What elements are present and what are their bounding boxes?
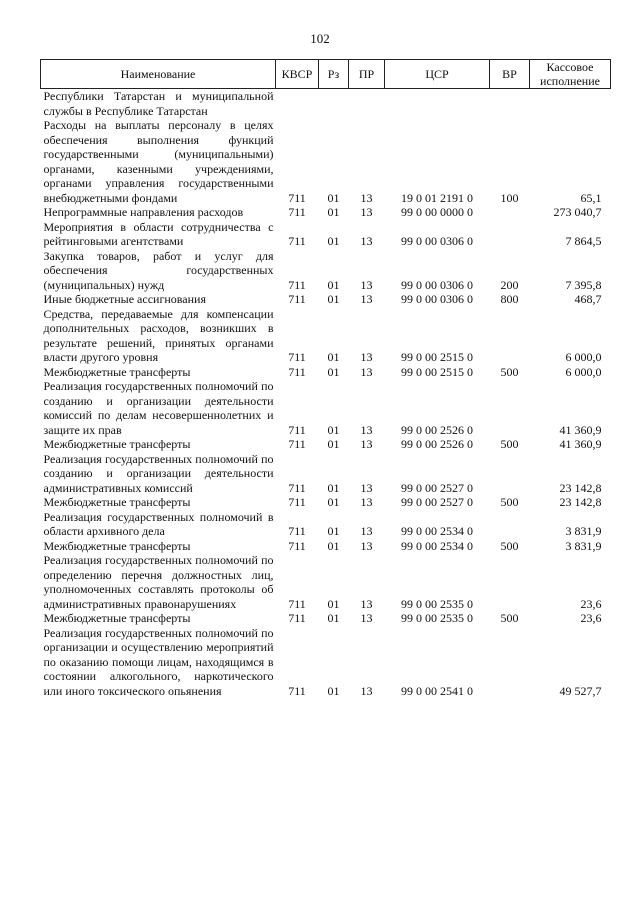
cell-vr — [490, 89, 530, 119]
cell-rz: 01 — [327, 350, 340, 364]
cell-vr: 500 — [500, 495, 519, 509]
cell-name: Межбюджетные трансферты — [43, 495, 191, 509]
cell-name: Непрограммные направления расходов — [43, 205, 244, 219]
column-header-sum: Кассовое исполнение — [530, 60, 611, 89]
cell-rz — [319, 89, 349, 119]
cell-csr: 99 0 00 2515 0 — [401, 350, 473, 364]
table-row — [41, 205, 611, 220]
cell-rz: 01 — [327, 437, 340, 451]
column-header-pr: ПР — [349, 60, 385, 89]
cell-name: Средства, передаваемые для компенсации дополнительных расходов, возникших в результате решений, принятых органами власти другого уровня — [43, 306, 274, 364]
cell-rz: 01 — [327, 190, 340, 205]
cell-rz: 01 — [327, 596, 340, 611]
cell-name: Межбюджетные трансферты — [43, 437, 191, 451]
cell-pr: 13 — [360, 364, 373, 379]
cell-rz: 01 — [327, 234, 340, 248]
cell-pr: 13 — [360, 437, 373, 451]
cell-vr — [490, 452, 530, 496]
table-body — [41, 89, 611, 699]
cell-sum: 468,7 — [574, 292, 602, 306]
cell-csr: 99 0 00 0000 0 — [401, 205, 473, 219]
cell-name: Расходы на выплаты персоналу в целях обеспечения выполнения функций государственными (муниципальными) органами, казенными учреждениями, органами управления государственными внебюджетными фондами — [43, 118, 274, 205]
cell-sum: 65,1 — [580, 190, 602, 205]
cell-name: Мероприятия в области сотрудничества с рейтинговыми агентствами — [43, 219, 274, 248]
cell-csr: 99 0 00 0306 0 — [401, 292, 473, 306]
cell-kvsr: 711 — [288, 422, 306, 437]
cell-rz: 01 — [327, 364, 340, 379]
cell-csr: 99 0 00 0306 0 — [401, 234, 473, 248]
cell-csr: 99 0 00 2535 0 — [401, 596, 473, 611]
cell-vr: 200 — [500, 277, 519, 292]
column-header-csr: ЦСР — [385, 60, 490, 89]
cell-vr: 500 — [500, 364, 519, 379]
table-row — [41, 292, 611, 307]
table-row — [41, 611, 611, 626]
cell-vr: 100 — [500, 190, 519, 205]
cell-sum: 23,6 — [580, 596, 602, 611]
cell-rz: 01 — [327, 538, 340, 553]
cell-kvsr: 711 — [288, 480, 306, 495]
cell-vr — [490, 307, 530, 365]
cell-pr: 13 — [360, 205, 373, 219]
cell-sum: 273 040,7 — [553, 205, 602, 219]
cell-name: Реализация государственных полномочий по созданию и организации деятельности комиссий по делам несовершеннолетних и защите их прав — [43, 379, 274, 437]
cell-sum: 6 000,0 — [565, 364, 602, 379]
cell-kvsr: 711 — [288, 524, 306, 538]
table-header — [41, 60, 611, 89]
cell-name: Закупка товаров, работ и услуг для обеспечения государственных (муниципальных) нужд — [43, 248, 274, 292]
cell-pr: 13 — [360, 190, 373, 205]
cell-pr: 13 — [360, 596, 373, 611]
cell-pr: 13 — [360, 292, 373, 306]
table-row — [41, 249, 611, 293]
column-header-name: Наименование — [41, 60, 276, 89]
cell-kvsr: 711 — [288, 596, 306, 611]
table-row — [41, 118, 611, 205]
cell-kvsr: 711 — [288, 277, 306, 292]
budget-table — [40, 59, 611, 698]
cell-csr: 99 0 00 2527 0 — [401, 480, 473, 495]
column-header-vr: ВР — [490, 60, 530, 89]
cell-name: Межбюджетные трансферты — [43, 538, 191, 553]
page-number: 102 — [310, 31, 330, 46]
table-row — [41, 379, 611, 437]
cell-sum: 3 831,9 — [565, 524, 602, 538]
cell-rz: 01 — [327, 524, 340, 538]
table-row — [41, 553, 611, 611]
cell-csr: 99 0 00 2526 0 — [401, 437, 473, 451]
cell-rz: 01 — [327, 683, 340, 698]
cell-rz: 01 — [327, 422, 340, 437]
cell-sum: 41 360,9 — [559, 437, 602, 451]
cell-rz: 01 — [327, 205, 340, 219]
cell-pr: 13 — [360, 277, 373, 292]
cell-sum — [530, 89, 611, 119]
cell-csr: 99 0 00 0306 0 — [401, 277, 473, 292]
cell-kvsr: 711 — [288, 611, 306, 625]
cell-rz: 01 — [327, 292, 340, 306]
cell-pr: 13 — [360, 480, 373, 495]
cell-pr: 13 — [360, 611, 373, 625]
cell-rz: 01 — [327, 495, 340, 509]
cell-name: Реализация государственных полномочий в области архивного дела — [43, 509, 274, 538]
cell-vr — [490, 626, 530, 699]
cell-name: Реализация государственных полномочий по определению перечня должностных лиц, уполномоченных составлять протоколы об административных правонарушениях — [43, 553, 274, 611]
cell-vr: 500 — [500, 538, 519, 553]
cell-kvsr: 711 — [288, 292, 306, 306]
table-row — [41, 437, 611, 452]
cell-sum: 3 831,9 — [565, 538, 602, 553]
cell-kvsr: 711 — [288, 364, 306, 379]
cell-rz: 01 — [327, 277, 340, 292]
cell-vr: 500 — [500, 611, 519, 625]
cell-name: Реализация государственных полномочий по созданию и организации деятельности административных комиссий — [43, 451, 274, 495]
cell-pr: 13 — [360, 683, 373, 698]
cell-name: Реализация государственных полномочий по организации и осуществлению мероприятий по оказанию помощи лицам, находящимся в состоянии алкогольного, наркотического или иного токсического опьянения — [43, 625, 274, 698]
cell-pr: 13 — [360, 350, 373, 364]
cell-name: Межбюджетные трансферты — [43, 611, 191, 625]
cell-sum: 7 864,5 — [565, 234, 602, 248]
cell-vr — [490, 205, 530, 220]
cell-vr — [490, 220, 530, 249]
cell-csr: 99 0 00 2515 0 — [401, 364, 473, 379]
cell-vr: 800 — [500, 292, 519, 306]
table-row — [41, 89, 611, 119]
cell-csr: 99 0 00 2527 0 — [401, 495, 473, 509]
cell-pr: 13 — [360, 495, 373, 509]
cell-pr: 13 — [360, 524, 373, 538]
cell-kvsr: 711 — [288, 234, 306, 248]
cell-rz: 01 — [327, 480, 340, 495]
cell-sum: 23 142,8 — [559, 495, 602, 509]
table-row — [41, 539, 611, 554]
cell-csr: 99 0 00 2534 0 — [401, 538, 473, 553]
cell-rz: 01 — [327, 611, 340, 625]
cell-csr: 19 0 01 2191 0 — [401, 190, 473, 205]
cell-csr: 99 0 00 2534 0 — [401, 524, 473, 538]
cell-csr: 99 0 00 2541 0 — [401, 683, 473, 698]
cell-csr — [385, 89, 490, 119]
cell-pr: 13 — [360, 234, 373, 248]
cell-sum: 23,6 — [580, 611, 602, 625]
cell-kvsr: 711 — [288, 683, 306, 698]
cell-sum: 7 395,8 — [565, 277, 602, 292]
cell-kvsr: 711 — [288, 350, 306, 364]
table-row — [41, 495, 611, 510]
table-row — [41, 510, 611, 539]
column-header-kvsr: КВСР — [276, 60, 319, 89]
column-header-rz: Рз — [319, 60, 349, 89]
table-row — [41, 626, 611, 699]
cell-name: Межбюджетные трансферты — [43, 364, 191, 379]
cell-kvsr: 711 — [288, 538, 306, 553]
cell-sum: 49 527,7 — [559, 683, 602, 698]
cell-kvsr — [276, 89, 319, 119]
cell-vr — [490, 553, 530, 611]
table-row — [41, 365, 611, 380]
cell-pr: 13 — [360, 538, 373, 553]
cell-pr: 13 — [360, 422, 373, 437]
cell-vr — [490, 379, 530, 437]
cell-kvsr: 711 — [288, 190, 306, 205]
table-row — [41, 220, 611, 249]
cell-sum: 6 000,0 — [565, 350, 602, 364]
cell-vr: 500 — [500, 437, 519, 451]
cell-csr: 99 0 00 2526 0 — [401, 422, 473, 437]
cell-kvsr: 711 — [288, 205, 306, 219]
cell-sum: 41 360,9 — [559, 422, 602, 437]
table-row — [41, 452, 611, 496]
cell-vr — [490, 510, 530, 539]
cell-pr — [349, 89, 385, 119]
table-row — [41, 307, 611, 365]
cell-kvsr: 711 — [288, 495, 306, 509]
cell-csr: 99 0 00 2535 0 — [401, 611, 473, 625]
cell-name: Иные бюджетные ассигнования — [43, 292, 206, 306]
cell-name: Республики Татарстан и муниципальной службы в Республике Татарстан — [43, 89, 274, 118]
cell-kvsr: 711 — [288, 437, 306, 451]
cell-sum: 23 142,8 — [559, 480, 602, 495]
